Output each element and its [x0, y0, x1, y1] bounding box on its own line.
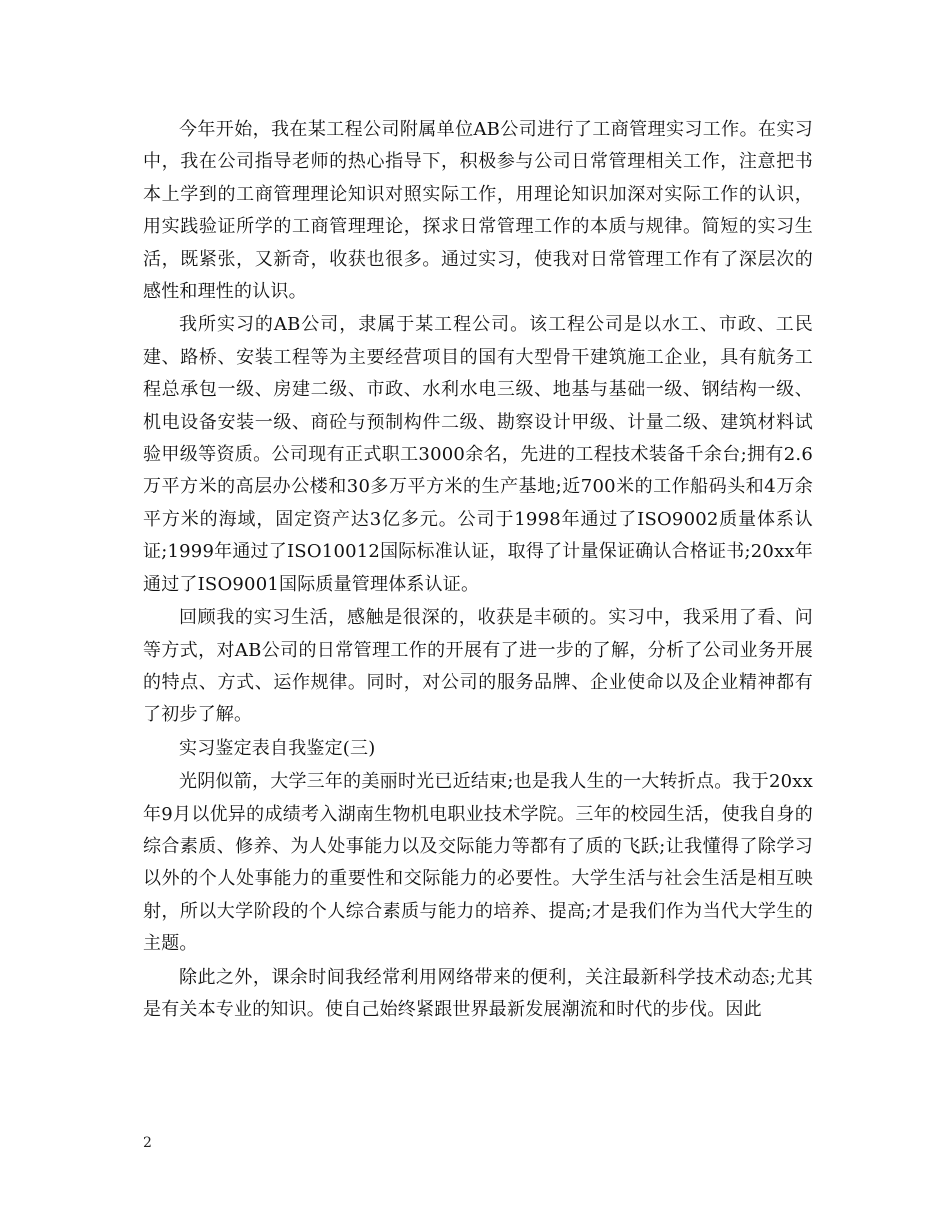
paragraph-extracurricular: 除此之外，课余时间我经常利用网络带来的便利，关注最新科学技术动态;尤其是有关本专业的知识。使自己始终紧跟世界最新发展潮流和时代的步伐。因此 — [143, 966, 813, 1020]
paragraph-company-profile: 我所实习的AB公司，隶属于某工程公司。该工程公司是以水工、市政、工民建、路桥、安装工程等为主要经营项目的国有大型骨干建筑施工企业，具有航务工程总承包一级、房建二级、市政、水利水电三级、地基与基础一级、钢结构一级、机电设备安装一级、商砼与预制构件二级、勘察设计甲级、计量二级、建筑材料试验甲级等资质。公司现有正式职工3000余名，先进的工程技术装备千余台;拥有2.6万平方米的高层办公楼和30多万平方米的生产基地;近700米的工作船码头和4万余平方米的海域，固定资产达3亿多元。公司于1998年通过了ISO9002质量体系认证;1999年通过了ISO10012国际标准认证，取得了计量保证确认合格证书;20xx年通过了ISO9001国际质量管理体系认证。 — [143, 314, 813, 595]
paragraph-internship-intro: 今年开始，我在某工程公司附属单位AB公司进行了工商管理实习工作。在实习中，我在公司指导老师的热心指导下，积极参与公司日常管理相关工作，注意把书本上学到的工商管理理论知识对照实际工作，用理论知识加深对实际工作的认识，用实践验证所学的工商管理理论，探求日常管理工作的本质与规律。简短的实习生活，既紧张，又新奇，收获也很多。通过实习，使我对日常管理工作有了深层次的感性和理性的认识。 — [143, 119, 813, 303]
page-number: 2 — [143, 1135, 152, 1151]
section-heading: 实习鉴定表自我鉴定(三) — [179, 737, 376, 759]
paragraph-internship-review: 回顾我的实习生活，感触是很深的，收获是丰硕的。实习中，我采用了看、问等方式，对AB公司的日常管理工作的开展有了进一步的了解，分析了公司业务开展的特点、方式、运作规律。同时，对公司的服务品牌、企业使命以及企业精神都有了初步了解。 — [143, 607, 813, 726]
document-body — [143, 114, 813, 1027]
paragraph-college-life: 光阴似箭，大学三年的美丽时光已近结束;也是我人生的一大转折点。我于20xx年9月以优异的成绩考入湖南生物机电职业技术学院。三年的校园生活，使我自身的综合素质、修养、为人处事能力以及交际能力等都有了质的飞跃;让我懂得了除学习以外的个人处事能力的重要性和交际能力的必要性。大学生活与社会生活是相互映射，所以大学阶段的个人综合素质与能力的培养、提高;才是我们作为当代大学生的主题。 — [143, 771, 813, 955]
